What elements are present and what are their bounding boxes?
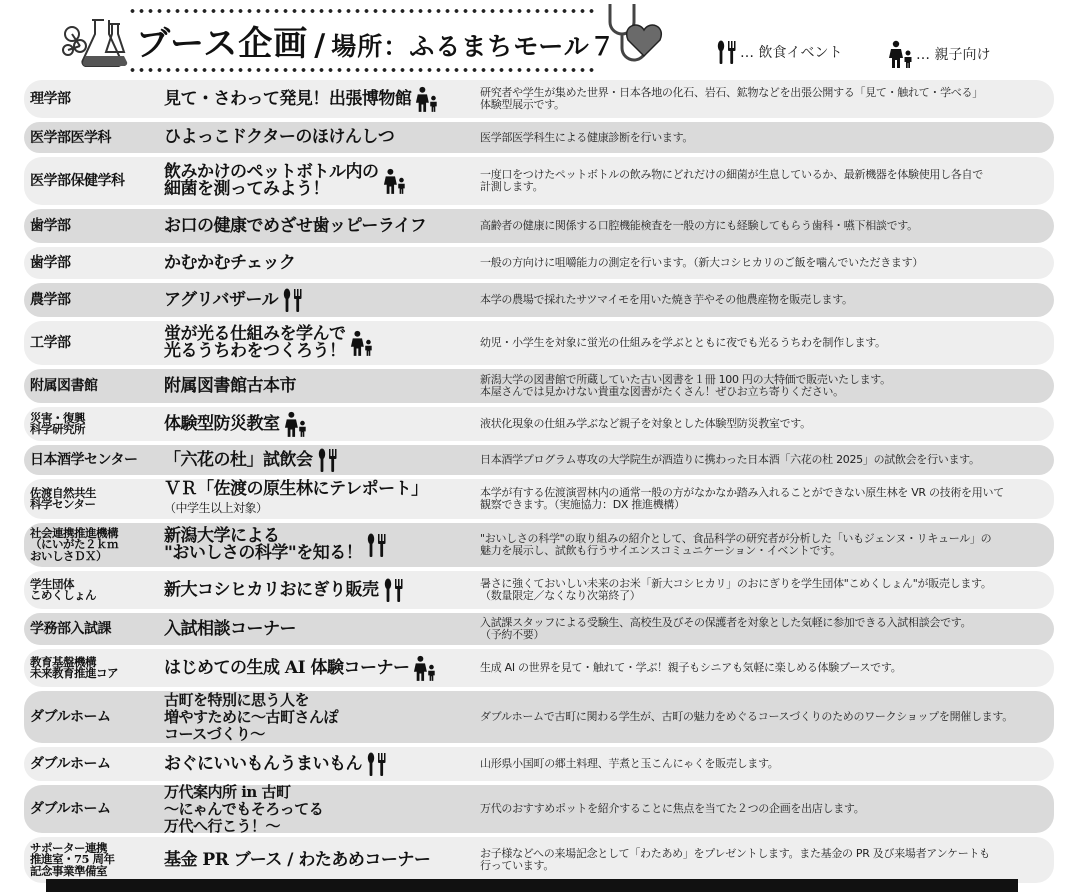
booth-organizer: 学務部入試課: [30, 621, 111, 637]
booth-row: [24, 321, 1054, 365]
booth-event: [164, 447, 474, 473]
booth-organizer: ダブルホーム: [30, 709, 111, 725]
booth-organizer: 医学部医学科: [30, 129, 111, 146]
booth-organizer: ダブルホーム: [30, 801, 111, 817]
booth-description: 研究者や学生が集めた世界・日本各地の化石、岩石、鉱物などを出張公開する「見て・触れて・学べる」 体験型展示です。: [480, 86, 983, 111]
booth-organizer: 佐渡自然共生 科学センター: [30, 485, 96, 511]
booth-organizer: 歯学部: [30, 218, 71, 234]
booth-event-title: 附属図書館古本市: [164, 375, 296, 396]
booth-description: 暑さに強くておいしい未来のお米「新大コシヒカリ」のおにぎりを学生団体"こめくしょん"が販売します。 （数量限定／なくなり次第終了）: [480, 577, 992, 602]
booth-event-title: ひよっこドクターのほけんしつ: [164, 127, 395, 147]
booth-organizer: 理学部: [30, 91, 71, 107]
booth-row: [24, 747, 1054, 781]
booth-organizer: 学生団体 こめくしょん: [30, 576, 96, 602]
booth-organizer: 附属図書館: [30, 378, 98, 394]
booth-row: [24, 691, 1054, 743]
booth-event: [164, 481, 474, 517]
title-separator: /: [314, 28, 326, 63]
booth-event-title: かむかむチェック: [164, 252, 296, 273]
booth-description: 万代のおすすめポットを紹介することに焦点を当てた２つの企画を出店します。: [480, 802, 865, 815]
booth-organizer: 教育基盤機構 未来教育推進コア: [30, 654, 118, 680]
booth-event: [164, 375, 474, 396]
booth-event-icons: [383, 577, 405, 603]
fork-knife-icon: [716, 40, 738, 64]
parent-child-icon: [284, 410, 308, 438]
booth-row: [24, 523, 1054, 567]
page-header: [0, 0, 1068, 82]
booth-list: [24, 80, 1054, 887]
fork-knife-icon: [366, 751, 388, 777]
bottom-bar: [46, 879, 1018, 892]
booth-event-title: 体験型防災教室: [164, 413, 280, 434]
booth-event-title: 「六花の杜」試飲会: [164, 449, 313, 470]
booth-event-title: お口の健康でめざせ歯ッピーライフ: [164, 215, 427, 236]
booth-description: 一般の方向けに咀嚼能力の測定を行います。（新大コシヒカリのご飯を噛んでいただきます）: [480, 256, 924, 269]
stethoscope-heart-icon: [600, 2, 668, 72]
booth-event: [164, 849, 474, 870]
booth-event-title: 古町を特別に思う人を 増やすために～古町さんぽ コースづくり～: [164, 690, 339, 743]
dotted-border-bottom: [128, 66, 596, 74]
booth-organizer: 農学部: [30, 292, 71, 308]
booth-description: 新潟大学の図書館で所蔵していた古い図書を１冊 100 円の大特価で販売いたします。 本屋さんでは見かけない貴重な図書がたくさん！ぜひお立ち寄りください。: [480, 373, 891, 398]
booth-row: [24, 571, 1054, 609]
booth-event-title: アグリバザール: [164, 289, 279, 310]
booth-event-title: 万代案内所 in 古町 ～にゃんでもそろってる 万代へ行こう！～: [164, 782, 324, 835]
booth-event: [164, 252, 474, 273]
parent-child-icon: [383, 167, 407, 195]
booth-organizer: 工学部: [30, 335, 71, 351]
booth-row: [24, 369, 1054, 403]
booth-row: [24, 283, 1054, 317]
legend-family: [888, 40, 990, 68]
booth-event: [164, 215, 474, 236]
booth-event-icons: [350, 329, 374, 357]
booth-event: [164, 692, 474, 743]
booth-description: "おいしさの科学"の取り組みの紹介として、食品科学の研究者が分析した「いもジェンヌ・リキュール」の 魅力を展示し、試飲も行うサイエンスコミュニケーション・イベントです。: [480, 532, 992, 557]
booth-event-title: ＶＲ「佐渡の原生林にテレポート」: [164, 479, 428, 499]
legend-food: [716, 40, 842, 64]
booth-row: [24, 649, 1054, 687]
booth-description: 液状化現象の仕組み学ぶなど親子を対象とした体験型防災教室です。: [480, 417, 811, 430]
booth-row: [24, 157, 1054, 205]
booth-organizer: サポーター連携 推進室・75 周年 記念事業準備室: [30, 840, 115, 878]
fork-knife-icon: [317, 447, 339, 473]
booth-description: 幼児・小学生を対象に蛍光の仕組みを学ぶとともに夜でも光るうちわを制作します。: [480, 336, 886, 349]
booth-organizer: 医学部保健学科: [30, 173, 125, 189]
booth-event-title: 新大コシヒカリおにぎり販売: [164, 579, 379, 600]
booth-row: [24, 209, 1054, 243]
booth-row: [24, 613, 1054, 645]
booth-event-title: はじめての生成 AI 体験コーナー: [164, 657, 410, 678]
parent-child-icon: [350, 329, 374, 357]
booth-event-icons: [383, 167, 407, 195]
booth-event-title: 基金 PR ブース / わたあめコーナー: [164, 849, 431, 870]
legend-food-label: … 飲食イベント: [740, 45, 843, 61]
booth-event: [164, 618, 474, 639]
booth-description: 一度口をつけたペットボトルの飲み物にどれだけの細菌が生息しているか、最新機器を体験使用し各自で 計測します。: [480, 168, 983, 193]
booth-description: ダブルホームで古町に関わる学生が、古町の魅力をめぐるコースづくりのためのワークショップを開催します。: [480, 710, 1013, 723]
booth-row: [24, 782, 1054, 835]
booth-event: [164, 528, 474, 562]
booth-event-icons: [317, 447, 339, 473]
booth-event-icons: [366, 532, 388, 558]
booth-event: [164, 287, 474, 313]
parent-child-icon: [413, 654, 437, 682]
booth-event-subtitle: （中学生以上対象）: [164, 501, 268, 515]
booth-event: [164, 654, 474, 682]
booth-organizer: 災害・復興 科学研究所: [30, 410, 85, 436]
booth-event: [164, 326, 474, 360]
booth-event-title: 入試相談コーナー: [164, 618, 296, 639]
flask-icon: [58, 12, 130, 70]
booth-description: 本学の農場で採れたサツマイモを用いた焼き芋やその他農産物を販売します。: [480, 293, 853, 306]
booth-event: [164, 410, 474, 438]
booth-organizer: 歯学部: [30, 255, 71, 271]
booth-description: 日本酒学プログラム専攻の大学院生が酒造りに携わった日本酒「六花の杜 2025」の試飲会を行います。: [480, 453, 980, 466]
booth-event: [164, 784, 474, 835]
booth-event-title: 新潟大学による "おいしさの科学"を知る！: [164, 526, 363, 563]
title-main: ブース企画: [136, 24, 309, 64]
booth-event-icons: [415, 85, 439, 113]
booth-event-title: 見て・さわって発見！出張博物館: [164, 88, 412, 109]
fork-knife-icon: [383, 577, 405, 603]
booth-row: [24, 80, 1054, 118]
booth-row: [24, 837, 1054, 883]
fork-knife-icon: [366, 532, 388, 558]
booth-row: [24, 247, 1054, 279]
booth-row: [24, 407, 1054, 441]
parent-child-icon: [888, 40, 914, 68]
booth-description: 医学部医学科生による健康診断を行います。: [480, 130, 694, 144]
booth-organizer: 日本酒学センター: [30, 452, 138, 468]
title-place: 場所：ふるまちモール７: [331, 32, 616, 61]
booth-event: [164, 85, 474, 113]
booth-event: [164, 577, 474, 603]
page-title: [136, 16, 616, 62]
booth-organizer: ダブルホーム: [30, 756, 111, 772]
booth-description: 高齢者の健康に関係する口腔機能検査を一般の方にも経験してもらう歯科・嚥下相談です。: [480, 219, 918, 232]
legend-family-label: … 親子向け: [916, 47, 991, 63]
booth-event: [164, 129, 474, 146]
booth-event-title: 飲みかけのペットボトル内の 細菌を測ってみよう！: [164, 162, 379, 199]
booth-event-title: 蛍が光る仕組みを学んで 光るうちわをつくろう！: [164, 324, 346, 361]
parent-child-icon: [415, 85, 439, 113]
dotted-border-top: [128, 7, 596, 15]
booth-event-icons: [284, 410, 308, 438]
booth-row: [24, 445, 1054, 475]
booth-description: 入試課スタッフによる受験生、高校生及びその保護者を対象とした気軽に参加できる入試相談会です。 （予約不要）: [480, 616, 972, 641]
booth-row: [24, 479, 1054, 519]
booth-event: [164, 164, 474, 198]
booth-event-title: おぐにいいもんうまいもん: [164, 753, 362, 774]
booth-event-icons: [413, 654, 437, 682]
booth-event-icons: [282, 287, 304, 313]
booth-description: 本学が有する佐渡演習林内の通常一般の方がなかなか踏み入れることができない原生林を VR の技術を用いて 観察できます。（実施協力：DX 推進機構）: [480, 486, 1004, 511]
booth-description: お子様などへの来場記念として「わたあめ」をプレゼントします。また基金の PR 及び来場者アンケートも 行っています。: [480, 847, 990, 872]
booth-row: [24, 122, 1054, 153]
booth-event-icons: [366, 751, 388, 777]
fork-knife-icon: [282, 287, 304, 313]
booth-event: [164, 751, 474, 777]
booth-description: 山形県小国町の郷土料理、芋煮と玉こんにゃくを販売します。: [480, 757, 779, 770]
booth-organizer: 社会連携推進機構 （にいがた２ｋｍ おいしさＤＸ）: [30, 525, 118, 563]
booth-description: 生成 AI の世界を見て・触れて・学ぶ！親子もシニアも気軽に楽しめる体験ブースです。: [480, 661, 902, 674]
